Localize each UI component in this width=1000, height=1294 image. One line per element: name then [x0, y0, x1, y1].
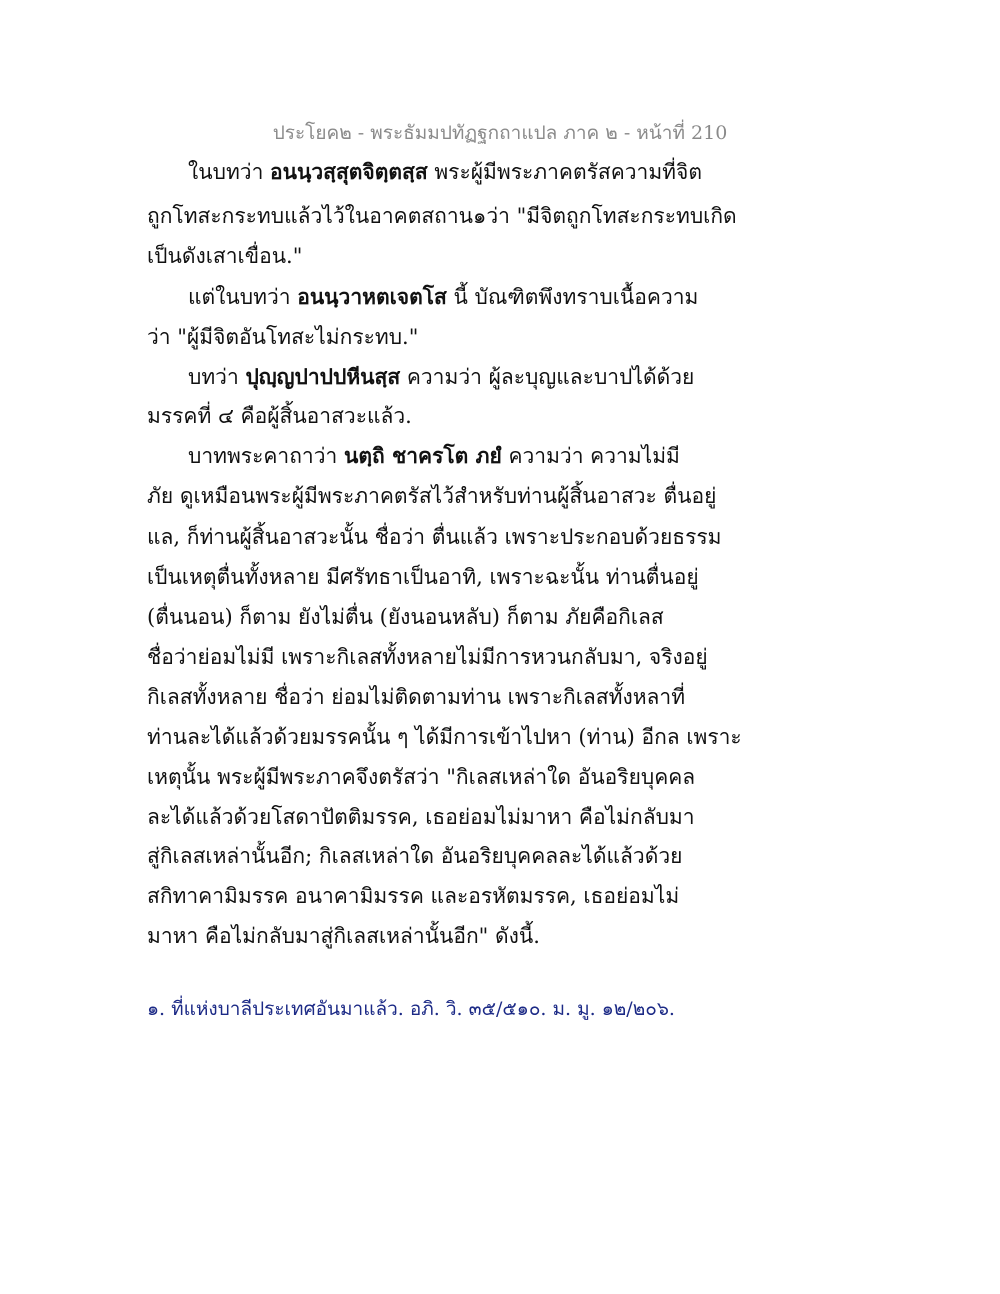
text-line: สกิทาคามิมรรค อนาคามิมรรค และอรหัตมรรค, เธอย่อมไม่: [147, 884, 680, 908]
text-line: ถูกโทสะกระทบแล้วไว้ในอาคตสถาน๑ว่า "มีจิตถูกโทสะกระทบเกิด: [147, 204, 737, 228]
text-line: ชื่อว่าย่อมไม่มี เพราะกิเลสทั้งหลายไม่มีการหวนกลับมา, จริงอยู่: [147, 645, 708, 669]
text-line: ละได้แล้วด้วยโสดาปัตติมรรค, เธอย่อมไม่มาหา คือไม่กลับมา: [147, 805, 695, 829]
text-line: เหตุนั้น พระผู้มีพระภาคจึงตรัสว่า "กิเลสเหล่าใด อันอริยบุคคล: [147, 765, 696, 789]
text-line: บทว่า ปุญฺญปาปปหีนสฺส ความว่า ผู้ละบุญและบาปได้ด้วย: [188, 364, 695, 389]
text-line: ว่า "ผู้มีจิตอันโทสะไม่กระทบ.": [147, 325, 419, 349]
text-line: แต่ในบทว่า อนนฺวาหตเจตโส นี้ บัณฑิตพึงทราบเนื้อความ: [188, 284, 699, 309]
text-line: แล, ก็ท่านผู้สิ้นอาสวะนั้น ชื่อว่า ตื่นแล้ว เพราะประกอบด้วยธรรม: [147, 525, 722, 549]
text-line: มาหา คือไม่กลับมาสู่กิเลสเหล่านั้นอีก" ดังนี้.: [147, 924, 540, 948]
text-line: กิเลสทั้งหลาย ชื่อว่า ย่อมไม่ติดตามท่าน เพราะกิเลสทั้งหลาที่: [147, 685, 686, 709]
text-line: มรรคที่ ๔ คือผู้สิ้นอาสวะแล้ว.: [147, 404, 412, 428]
text-line: ภัย ดูเหมือนพระผู้มีพระภาคตรัสไว้สำหรับท่านผู้สิ้นอาสวะ ตื่นอยู่: [147, 484, 717, 508]
text-line: เป็นดังเสาเขื่อน.": [147, 244, 303, 268]
text-line: เป็นเหตุตื่นทั้งหลาย มีศรัทธาเป็นอาทิ, เพราะฉะนั้น ท่านตื่นอยู่: [147, 565, 699, 589]
footnote: ๑. ที่แห่งบาลีประเทศอันมาแล้ว. อภิ. วิ. ๓๕/๕๑๐. ม. มู. ๑๒/๒๐๖.: [147, 998, 675, 1020]
text-line: ท่านละได้แล้วด้วยมรรคนั้น ๆ ได้มีการเข้าไปหา (ท่าน) อีกล เพราะ: [147, 725, 742, 749]
page-header: ประโยค๒ - พระธัมมปทัฏฐกถาแปล ภาค ๒ - หน้าที่ 210: [272, 122, 728, 144]
text-line: (ตื่นนอน) ก็ตาม ยังไม่ตื่น (ยังนอนหลับ) ก็ตาม ภัยคือกิเลส: [147, 605, 664, 629]
text-line: ในบทว่า อนนฺวสฺสุตจิตฺตสฺส พระผู้มีพระภาคตรัสความที่จิต: [188, 159, 702, 184]
text-line: สู่กิเลสเหล่านั้นอีก; กิเลสเหล่าใด อันอริยบุคคลละได้แล้วด้วย: [147, 844, 683, 868]
text-line: บาทพระคาถาว่า นตฺถิ ชาครโต ภยํ ความว่า ความไม่มี: [188, 443, 680, 468]
